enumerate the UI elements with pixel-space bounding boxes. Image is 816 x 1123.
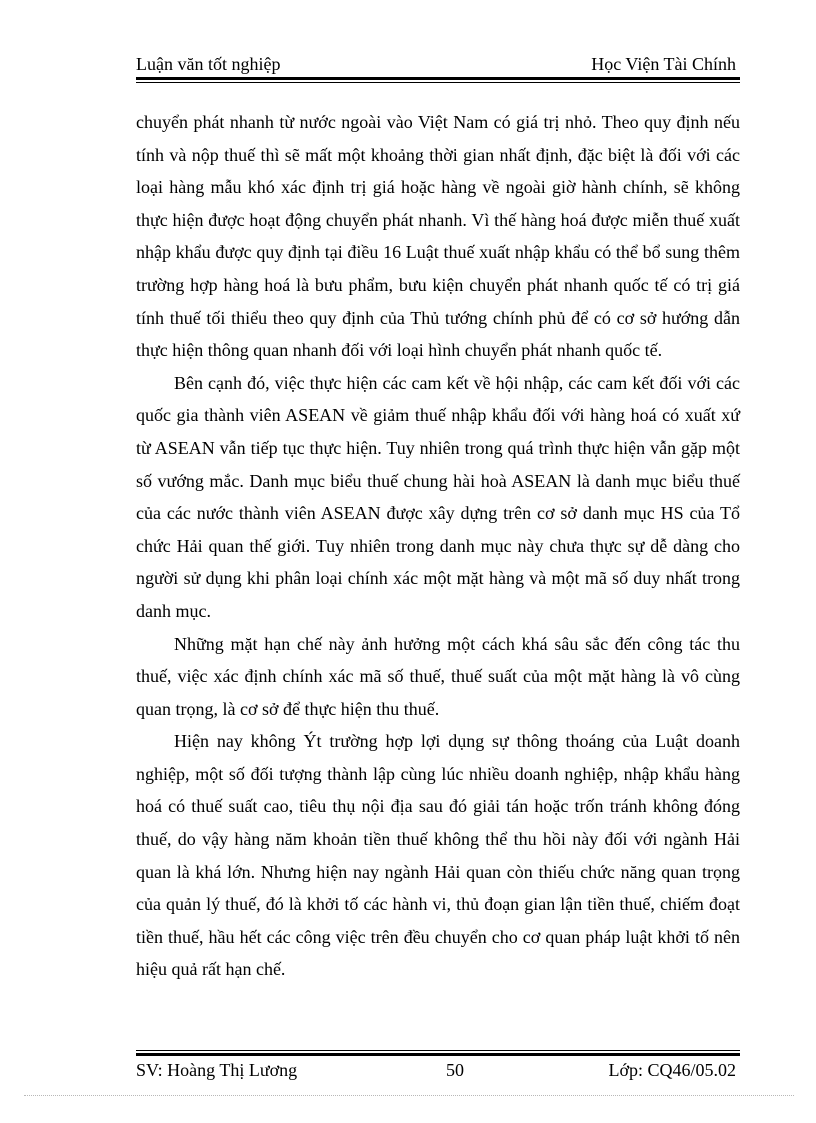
footer-class-code: Lớp: CQ46/05.02 [608, 1060, 736, 1080]
paragraph: Những mặt hạn chế này ảnh hưởng một cách khá sâu sắc đến công tác thu thuế, việc xác định chính xác mã số thuế, thuế suất của một mặt hàng là vô cùng quan trọng, là cơ sở để thực hiện thu thuế. [136, 633, 740, 719]
page-number: 50 [446, 1060, 464, 1080]
header-rule-thin [136, 82, 740, 83]
body-text [136, 106, 740, 986]
paragraph: Hiện nay không Ýt trường hợp lợi dụng sự thông thoáng của Luật doanh nghiệp, một số đối tượng thành lập cùng lúc nhiều doanh nghiệp, nhập khẩu hàng hoá có thuế suất cao, tiêu thụ nội địa sau đó giải tán hoặc trốn tránh không đóng thuế, do vậy hàng năm khoản tiền thuế không thể thu hồi này đối với ngành Hải quan là khá lớn. Nhưng hiện nay ngành Hải quan còn thiếu chức năng quan trọng của quản lý thuế, đó là khởi tố các hành vi, thủ đoạn gian lận tiền thuế, chiếm đoạt tiền thuế, hầu hết các công việc trên đều chuyển cho cơ quan pháp luật khởi tố nên hiệu quả rất hạn chế. [136, 731, 740, 980]
header-rule-thick [136, 77, 740, 80]
paragraph: Bên cạnh đó, việc thực hiện các cam kết về hội nhập, các cam kết đối với các quốc gia thành viên ASEAN về giảm thuế nhập khẩu đối với hàng hoá có xuất xứ từ ASEAN vẫn tiếp tục thực hiện. Tuy nhiên trong quá trình thực hiện vẫn gặp một số vướng mắc. Danh mục biểu thuế chung hài hoà ASEAN là danh mục biểu thuế của các nước thành viên ASEAN được xây dựng trên cơ sở danh mục HS của Tổ chức Hải quan thế giới. Tuy nhiên trong danh mục này chưa thực sự dễ dàng cho người sử dụng khi phân loại chính xác một mặt hàng và một mã số duy nhất trong danh mục. [136, 372, 740, 621]
page-header [136, 52, 740, 76]
paragraph: chuyển phát nhanh từ nước ngoài vào Việt Nam có giá trị nhỏ. Theo quy định nếu tính và nộp thuế thì sẽ mất một khoảng thời gian nhất định, đặc biệt là đối với các loại hàng mẫu khó xác định trị giá hoặc hàng về ngoài giờ hành chính, sẽ không thực hiện được hoạt động chuyển phát nhanh. Vì thế hàng hoá được miễn thuế xuất nhập khẩu được quy định tại điều 16 Luật thuế xuất nhập khẩu có thể bổ sung thêm trường hợp hàng hoá là bưu phẩm, bưu kiện chuyển phát nhanh quốc tế có trị giá tính thuế tối thiểu theo quy định của Thủ tướng chính phủ để có cơ sở hướng dẫn thực hiện thông quan nhanh đối với loại hình chuyển phát nhanh quốc tế. [136, 112, 740, 361]
header-institution: Học Viện Tài Chính [591, 54, 736, 74]
header-thesis-label: Luận văn tốt nghiệp [136, 54, 281, 74]
page-footer [136, 1058, 740, 1082]
footer-rule-thin [136, 1050, 740, 1051]
page-bottom-edge [24, 1095, 794, 1096]
footer-rule-thick [136, 1053, 740, 1056]
footer-student-name: SV: Hoàng Thị Lương [136, 1060, 298, 1080]
